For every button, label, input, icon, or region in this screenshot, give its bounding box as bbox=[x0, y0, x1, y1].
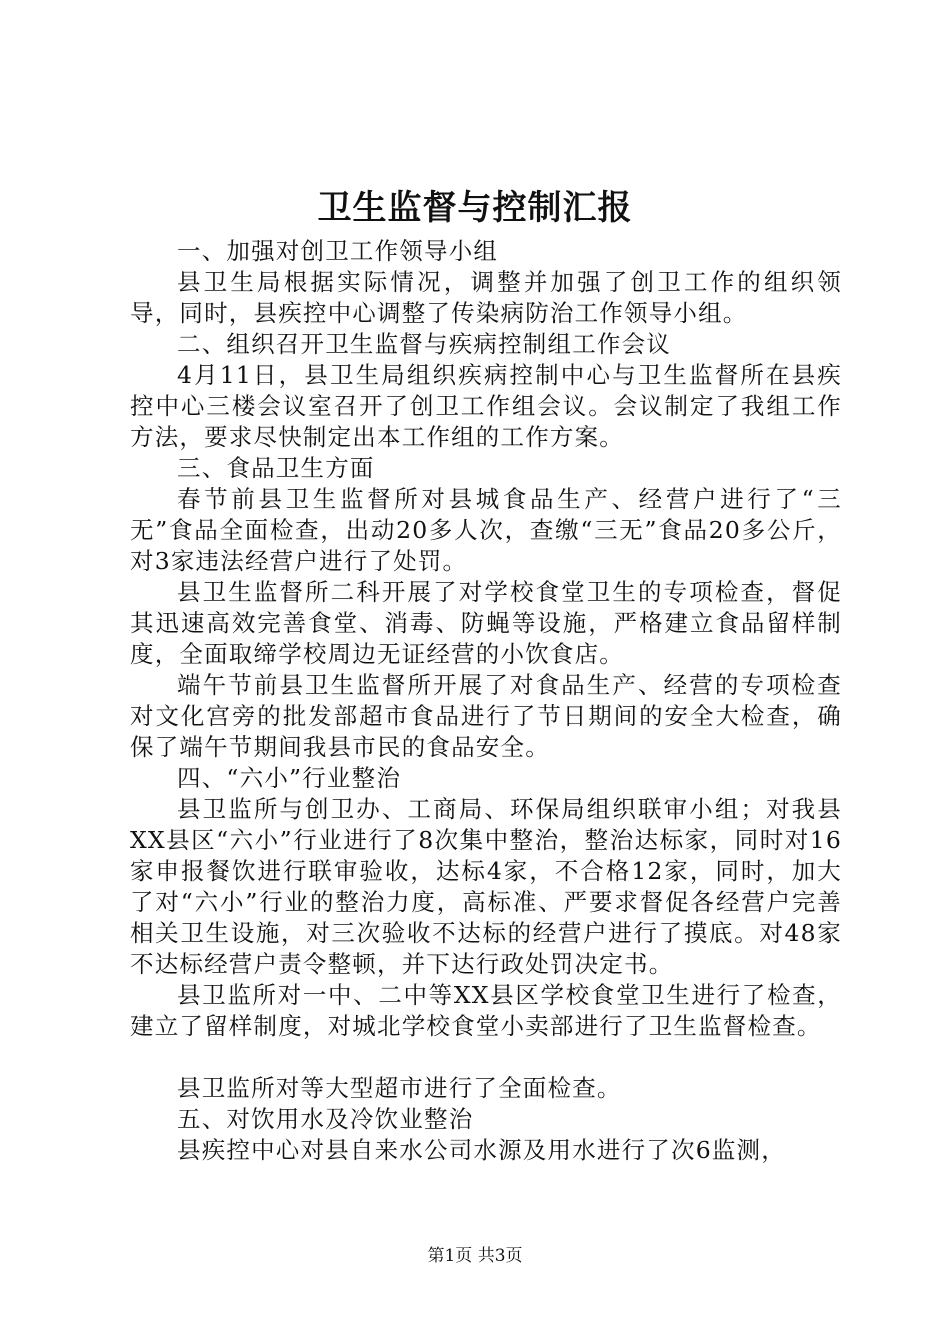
section-heading-1: 一、加强对创卫工作领导小组 bbox=[177, 237, 499, 265]
section-heading-3: 三、食品卫生方面 bbox=[177, 454, 375, 482]
paragraph: 县卫监所对一中、二中等XX县区学校食堂卫生进行了检查，建立了留样制度，对城北学校食堂小卖部进行了卫生监督检查。 bbox=[130, 981, 842, 1040]
section-heading-5: 五、对饮用水及冷饮业整治 bbox=[177, 1105, 474, 1133]
paragraph: 端午节前县卫生监督所开展了对食品生产、经营的专项检查对文化宫旁的批发部超市食品进行了节日期间的安全大检查，确保了端午节期间我县市民的食品安全。 bbox=[130, 671, 842, 761]
section-heading-2: 二、组织召开卫生监督与疾病控制组工作会议 bbox=[177, 330, 671, 358]
paragraph: 4月11日，县卫生局组织疾病控制中心与卫生监督所在县疾控中心三楼会议室召开了创卫工作组会议。会议制定了我组工作方法，要求尽快制定出本工作组的工作方案。 bbox=[130, 361, 842, 451]
paragraph: 县卫生局根据实际情况，调整并加强了创卫工作的组织领导，同时，县疾控中心调整了传染病防治工作领导小组。 bbox=[130, 268, 842, 327]
paragraph: 春节前县卫生监督所对县城食品生产、经营户进行了“三无”食品全面检查，出动20多人次，查缴“三无”食品20多公斤，对3家违法经营户进行了处罚。 bbox=[130, 485, 842, 575]
page-number: 第1页 共3页 bbox=[427, 1246, 523, 1266]
section-heading-4: 四、“六小”行业整治 bbox=[177, 764, 402, 792]
paragraph: 县卫监所与创卫办、工商局、环保局组织联审小组；对我县XX县区“六小”行业进行了8次集中整治，整治达标家，同时对16家申报餐饮进行联审验收，达标4家，不合格12家，同时，加大了对“六小”行业的整治力度，高标准、严要求督促各经营户完善相关卫生设施，对三次验收不达标的经营户进行了摸底。对48家不达标经营户责令整顿，并下达行政处罚决定书。 bbox=[130, 795, 842, 978]
blank-line bbox=[130, 1042, 842, 1073]
paragraph: 县疾控中心对县自来水公司水源及用水进行了次6监测， bbox=[177, 1136, 786, 1164]
document-title: 卫生监督与控制汇报 bbox=[317, 188, 633, 228]
paragraph: 县卫监所对等大型超市进行了全面检查。 bbox=[177, 1074, 622, 1102]
document-body bbox=[130, 236, 842, 1166]
paragraph: 县卫生监督所二科开展了对学校食堂卫生的专项检查，督促其迅速高效完善食堂、消毒、防蝇等设施，严格建立食品留样制度，全面取缔学校周边无证经营的小饮食店。 bbox=[130, 578, 842, 668]
